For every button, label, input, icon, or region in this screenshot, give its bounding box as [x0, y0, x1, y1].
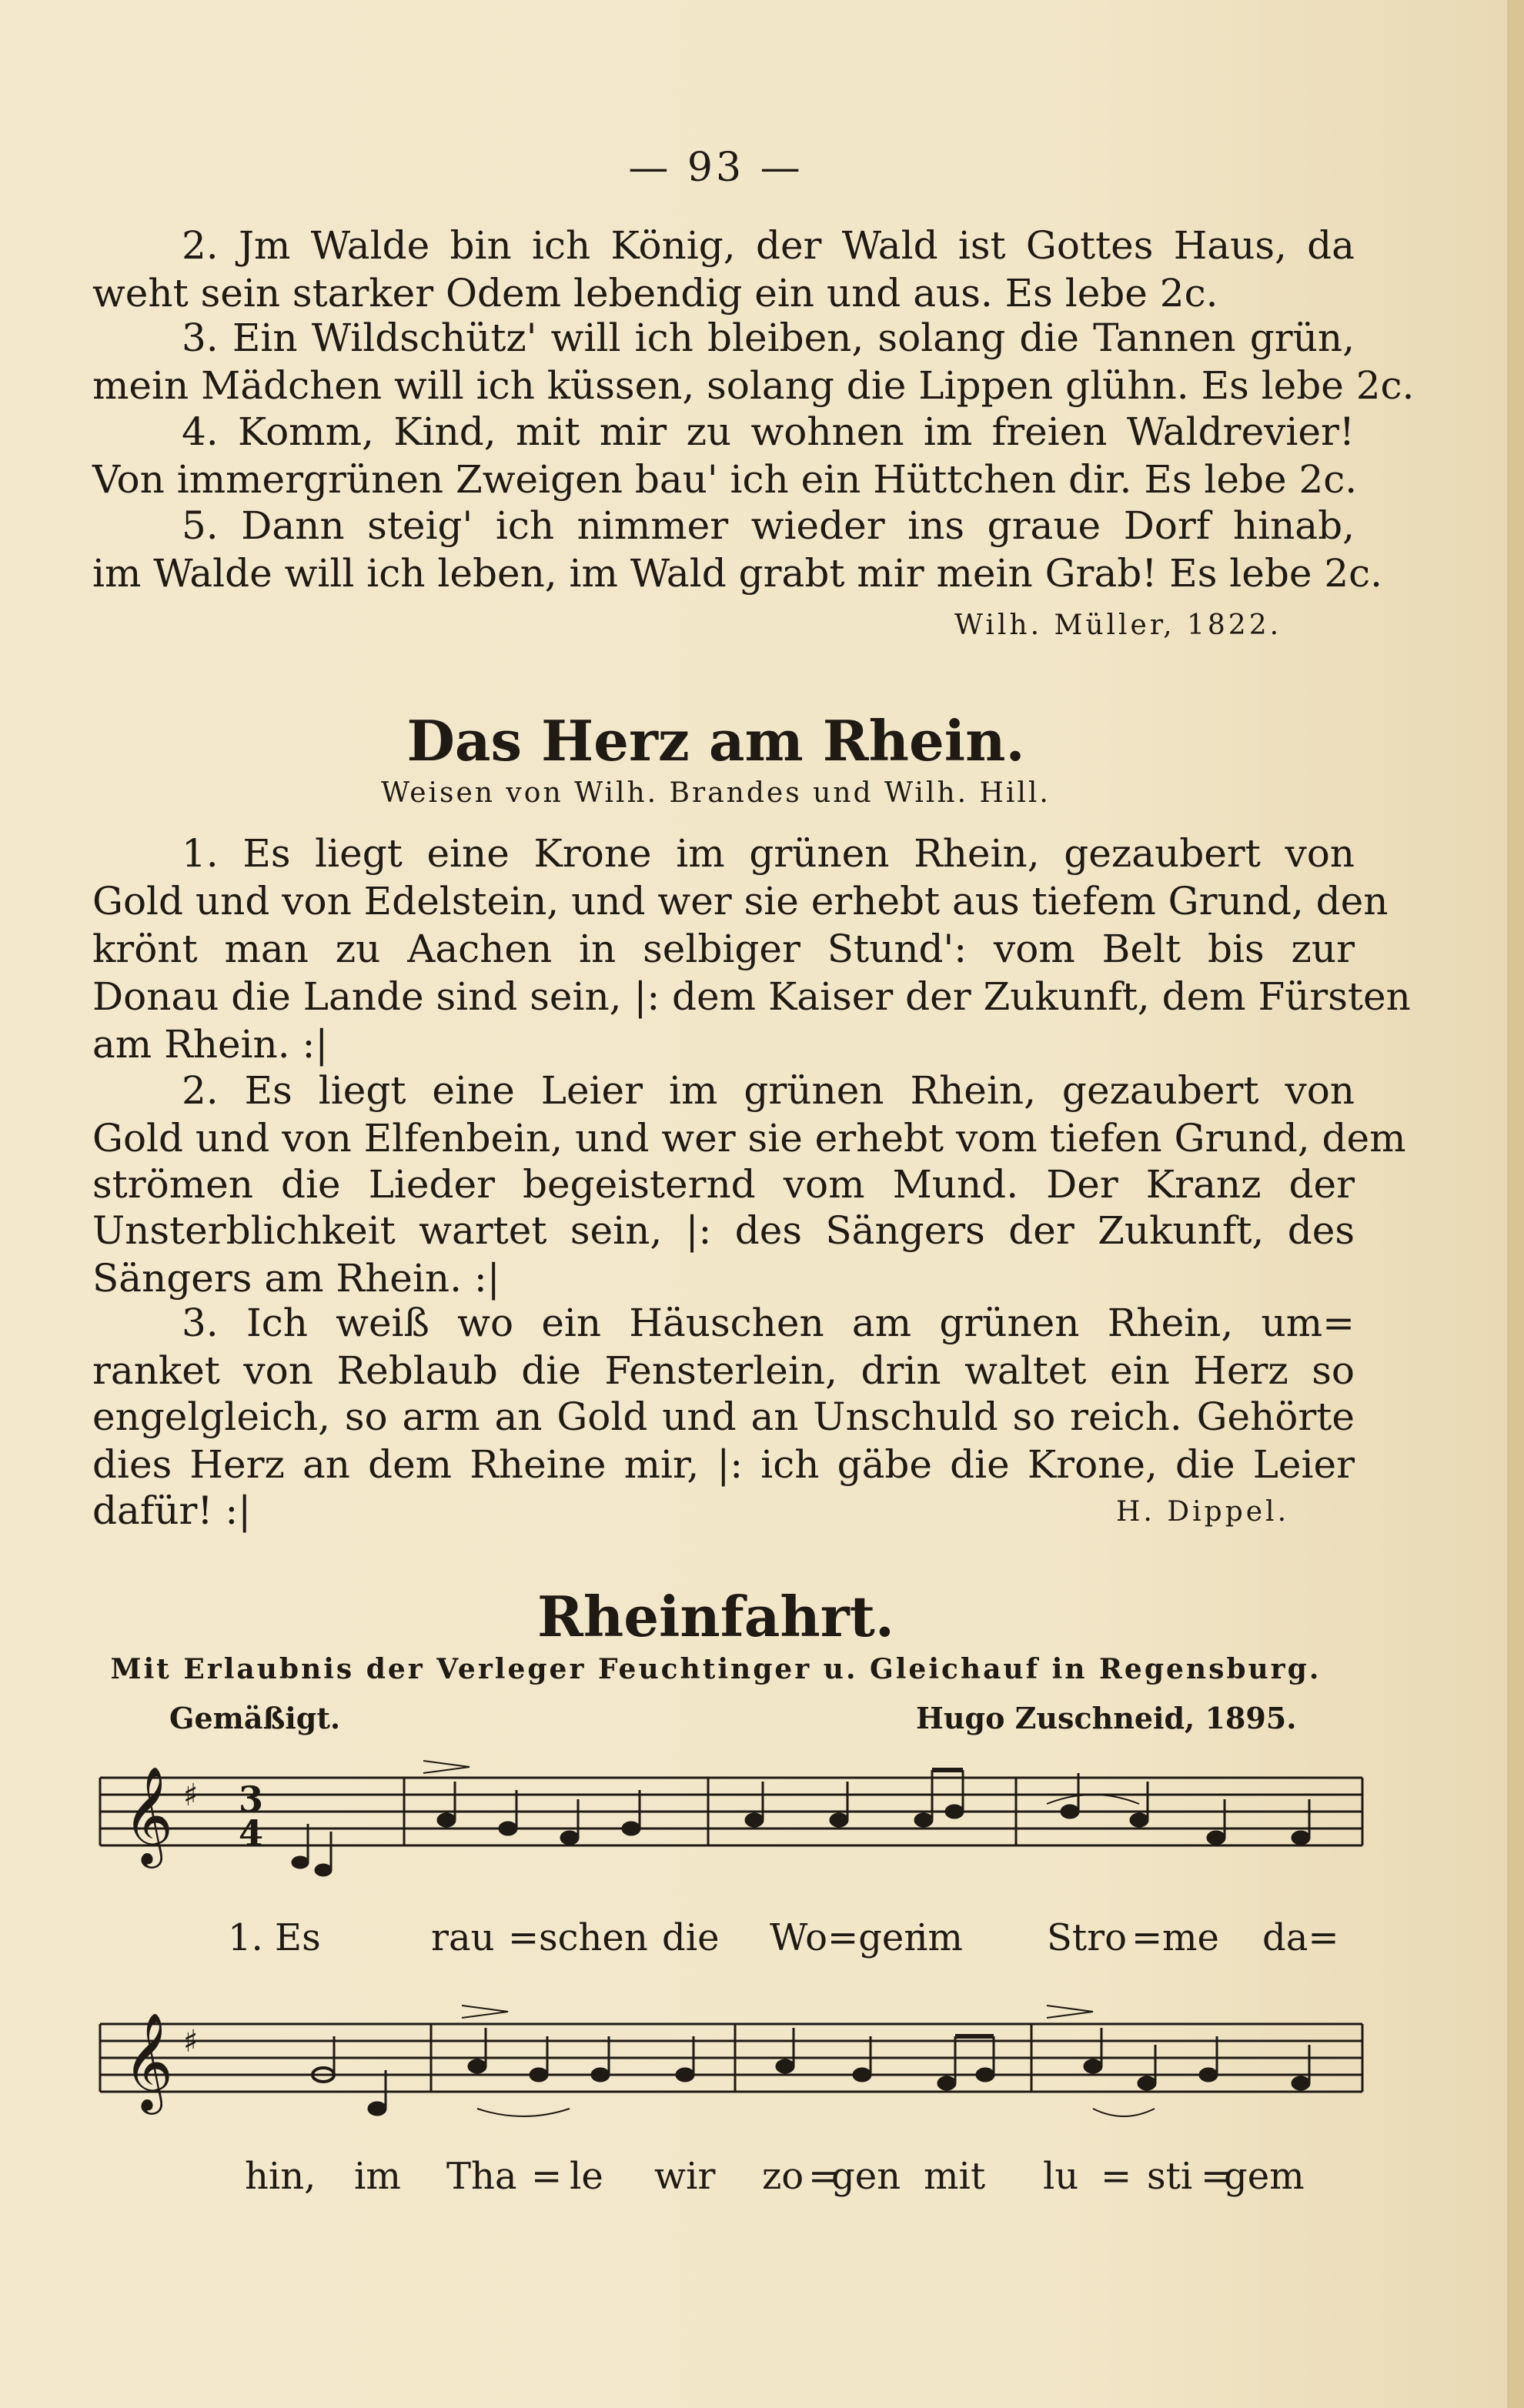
- tempo-marking: Gemäßigt.: [169, 1701, 341, 1735]
- verse-line: am Rhein. :|: [92, 1022, 329, 1067]
- verse-line: mein Mädchen will ich küssen, solang die Lippen glühn. Es lebe 2c.: [92, 363, 1415, 408]
- verse-line: 2. Jm Walde bin ich König, der Wald ist Gottes Haus, da: [182, 223, 1355, 268]
- verse-line: weht sein starker Odem lebendig ein und aus. Es lebe 2c.: [92, 271, 1218, 316]
- lyric-syllable: schen: [539, 1916, 648, 1959]
- lyric-syllable: im: [354, 2155, 401, 2198]
- lyric-syllable: Stro: [1047, 1916, 1128, 1959]
- verse-line: Gold und von Elfenbein, und wer sie erhebt vom tiefen Grund, dem: [92, 1116, 1406, 1161]
- lyric-syllable: =: [1201, 2155, 1232, 2198]
- verse-line: im Walde will ich leben, im Wald grabt mir mein Grab! Es lebe 2c.: [92, 551, 1383, 596]
- verse-line: Sängers am Rhein. :|: [92, 1256, 500, 1301]
- verse-line: Gold und von Edelstein, und wer sie erhebt aus tiefem Grund, den: [92, 879, 1389, 923]
- lyric-syllable: 1. Es: [228, 1916, 321, 1959]
- verse-line: Unsterblichkeit wartet sein, |: des Sängers der Zukunft, des: [92, 1208, 1355, 1253]
- lyric-syllable: =: [1131, 1916, 1163, 1959]
- verse-line: 3. Ein Wildschütz' will ich bleiben, solang die Tannen grün,: [182, 316, 1355, 360]
- lyric-syllable: hin,: [245, 2155, 316, 2198]
- lyric-syllable: Tha: [446, 2155, 517, 2198]
- lyric-syllable: =: [508, 1916, 540, 1959]
- verse-line: 2. Es liegt eine Leier im grünen Rhein, gezaubert von: [182, 1068, 1355, 1113]
- lyric-syllable: rau: [431, 1916, 495, 1959]
- verse-line: 3. Ich weiß wo ein Häuschen am grünen Rhein, um=: [182, 1301, 1355, 1345]
- music-staff-2: [92, 1993, 1370, 2163]
- song2-subtitle: Weisen von Wilh. Brandes und Wilh. Hill.: [381, 777, 1051, 809]
- lyric-syllable: me: [1162, 1916, 1219, 1959]
- time-sig-bottom: 4: [239, 1812, 264, 1854]
- verse-line: dafür! :|: [92, 1488, 252, 1533]
- composer-credit: Hugo Zuschneid, 1895.: [916, 1701, 1297, 1735]
- verse-line: Von immergrünen Zweigen bau' ich ein Hüttchen dir. Es lebe 2c.: [92, 457, 1358, 502]
- lyric-syllable: gen: [831, 2155, 901, 2198]
- lyric-syllable: wir: [654, 2155, 716, 2198]
- song2-author: H. Dippel.: [1116, 1496, 1290, 1528]
- verse-line: dies Herz an dem Rheine mir, |: ich gäbe die Krone, die Leier: [92, 1442, 1355, 1487]
- verse-line: 4. Komm, Kind, mit mir zu wohnen im freien Waldrevier!: [182, 409, 1355, 454]
- song2-title: Das Herz am Rhein.: [406, 708, 1025, 773]
- sharp-icon: ♯: [183, 2024, 199, 2059]
- lyric-syllable: lu: [1043, 2155, 1079, 2198]
- notes-group-1: [292, 1770, 1309, 1875]
- lyric-syllable: le: [570, 2155, 603, 2198]
- lyric-syllable: im: [916, 1916, 963, 1959]
- verse-line: engelgleich, so arm an Gold und an Unschuld so reich. Gehörte: [92, 1394, 1355, 1439]
- music-staff-1: [92, 1755, 1370, 1924]
- lyric-syllable: die: [662, 1916, 720, 1959]
- lyric-syllable: mit: [924, 2155, 986, 2198]
- treble-clef-icon: 𝄞: [123, 2012, 174, 2110]
- song3-permission: Mit Erlaubnis der Verleger Feuchtinger u. Gleichauf in Regensburg.: [110, 1653, 1322, 1685]
- verse-line: strömen die Lieder begeisternd vom Mund. Der Kranz der: [92, 1162, 1355, 1207]
- verse-line: ranket von Reblaub die Fensterlein, drin waltet ein Herz so: [92, 1348, 1355, 1393]
- verse-line: 1. Es liegt eine Krone im grünen Rhein, gezaubert von: [182, 831, 1355, 876]
- song3-title: Rheinfahrt.: [537, 1584, 894, 1649]
- page-number: — 93 —: [628, 145, 804, 191]
- verse-line: Donau die Lande sind sein, |: dem Kaiser der Zukunft, dem Fürsten: [92, 974, 1411, 1019]
- lyric-syllable: Wo=gen: [770, 1916, 928, 1959]
- verse-line: 5. Dann steig' ich nimmer wieder ins graue Dorf hinab,: [182, 503, 1355, 548]
- time-sig-top: 3: [239, 1778, 264, 1820]
- lyric-syllable: zo: [762, 2155, 804, 2198]
- treble-clef-icon: 𝄞: [123, 1765, 174, 1864]
- lyric-syllable: =: [531, 2155, 563, 2198]
- lyric-syllable: sti: [1147, 2155, 1193, 2198]
- lyric-syllable: da=: [1262, 1916, 1339, 1959]
- lyric-syllable: gem: [1224, 2155, 1305, 2198]
- song1-author: Wilh. Müller, 1822.: [954, 610, 1282, 641]
- verse-line: krönt man zu Aachen in selbiger Stund': vom Belt bis zur: [92, 927, 1355, 971]
- lyric-syllable: =: [1101, 2155, 1132, 2198]
- sharp-icon: ♯: [183, 1778, 199, 1813]
- lyric-syllable: =: [808, 2155, 840, 2198]
